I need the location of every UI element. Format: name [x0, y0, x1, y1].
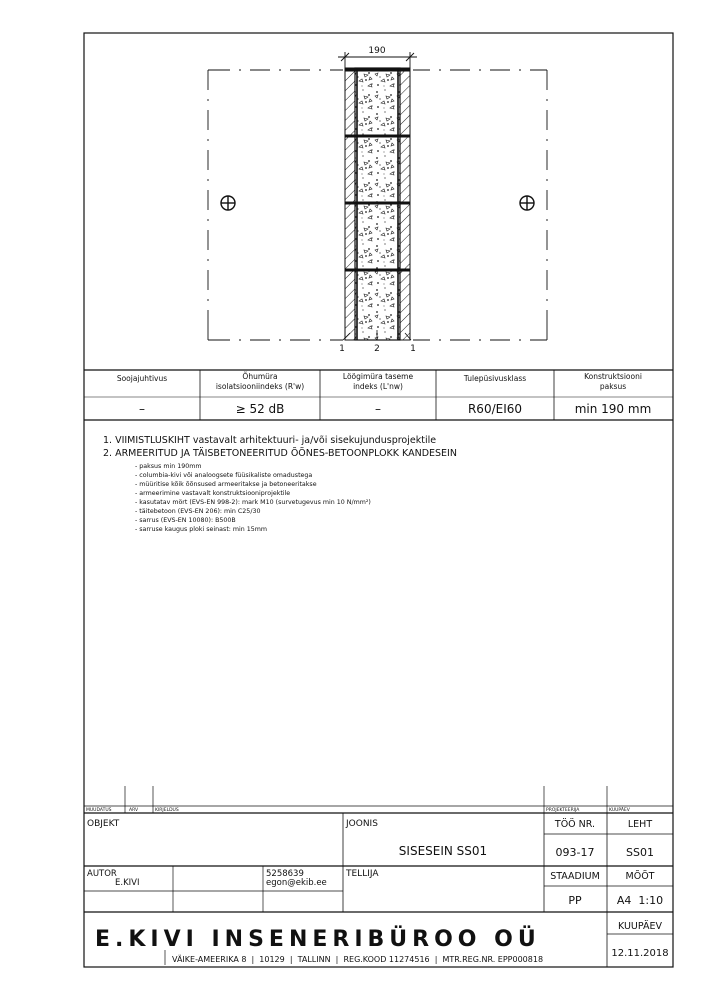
- crosshair-icon: [221, 196, 235, 210]
- notes: [103, 435, 457, 533]
- value-impact: –: [375, 402, 381, 416]
- value-thermal: –: [139, 402, 145, 416]
- kuupaev-label: KUUPÄEV: [617, 921, 663, 932]
- note-subitem: - müüritise kõik õõnsused armeeritakse ja betoneeritakse: [135, 481, 317, 488]
- rev-header: KUUPÄEV: [609, 808, 630, 813]
- value-fire: R60/EI60: [467, 402, 523, 416]
- staadium-value: PP: [568, 894, 582, 907]
- header-thickness: paksus: [599, 382, 627, 391]
- staadium-label: STAADIUM: [550, 871, 600, 882]
- note-item: 2. ARMEERITUD JA TÄISBETONEERITUD ÕÕNES-BETOONPLOKK KANDESEIN: [103, 448, 457, 459]
- note-subitem: - columbia-kivi või analoogsete füüsikaliste omadustega: [135, 472, 313, 479]
- rev-header: KIRJELDUS: [155, 808, 179, 813]
- autor-label: AUTOR: [87, 869, 117, 879]
- objekt-label: OBJEKT: [87, 819, 120, 829]
- note-subitem: - sarruse kaugus ploki seinast: min 15mm: [135, 526, 268, 533]
- too-nr-value: 093-17: [555, 846, 595, 859]
- header-impact: Löögimüra taseme: [342, 372, 414, 381]
- crosshair-icon: [520, 196, 534, 210]
- header-thickness: Konstruktsiooni: [584, 372, 642, 381]
- note-subitem: - armeerimine vastavalt konstruktsiooniprojektile: [135, 490, 291, 497]
- phone: 5258639: [266, 869, 304, 879]
- properties-headers: [117, 372, 642, 391]
- layer-label: 1: [339, 344, 345, 354]
- rev-header: ARV: [129, 808, 139, 813]
- header-fire: Tulepüsivusklass: [463, 374, 527, 383]
- header-impact: indeks (L'nw): [353, 382, 403, 391]
- header-airborne: Õhumüra: [242, 372, 278, 381]
- moot-value: A4 1:10: [616, 894, 664, 907]
- value-airborne: ≥ 52 dB: [235, 402, 285, 416]
- wall-section-drawing: [208, 46, 547, 354]
- value-thickness: min 190 mm: [574, 402, 652, 416]
- rev-header: PROJEKTEERIJA: [546, 808, 580, 813]
- kuupaev-value: 12.11.2018: [611, 948, 669, 959]
- note-subitem: - paksus min 190mm: [135, 463, 202, 470]
- dimension-label: 190: [368, 46, 386, 56]
- layer-label: 2: [374, 344, 380, 354]
- note-subitem: - täitebetoon (EVS-EN 206): min C25/30: [135, 508, 261, 515]
- joonis-value: SISESEIN SS01: [398, 844, 488, 858]
- header-thermal: Soojajuhtivus: [116, 374, 168, 383]
- note-subitem: - sarrus (EVS-EN 10080): B500B: [135, 517, 236, 524]
- header-airborne: isolatsiooniindeks (R'w): [215, 382, 305, 391]
- note-subitem: - kasutatav mört (EVS-EN 998-2): mark M10 (survetugevus min 10 N/mm²): [135, 499, 371, 506]
- rev-header: MUUDATUS: [86, 808, 112, 813]
- tellija-label: TELLIJA: [346, 869, 379, 879]
- properties-values: [139, 402, 651, 416]
- leht-label: LEHT: [627, 819, 653, 830]
- joonis-label: JOONIS: [346, 819, 378, 829]
- leht-value: SS01: [626, 846, 654, 859]
- layer-label: 1: [410, 344, 416, 354]
- company-address: VÄIKE-AMEERIKA 8 | 10129 | TALLINN | REG.KOOD 11274516 | MTR.REG.NR. EPP000818: [172, 955, 544, 964]
- email: egon@ekib.ee: [266, 878, 327, 888]
- moot-label: MÕÕT: [625, 871, 655, 882]
- company-name: E.KIVI INSENERIBÜROO OÜ: [95, 927, 541, 952]
- autor-value: E.KIVI: [115, 878, 140, 888]
- too-nr-label: TÖÖ NR.: [554, 819, 596, 830]
- note-item: 1. VIIMISTLUSKIHT vastavalt arhitektuuri- ja/või sisekujundusprojektile: [103, 435, 437, 446]
